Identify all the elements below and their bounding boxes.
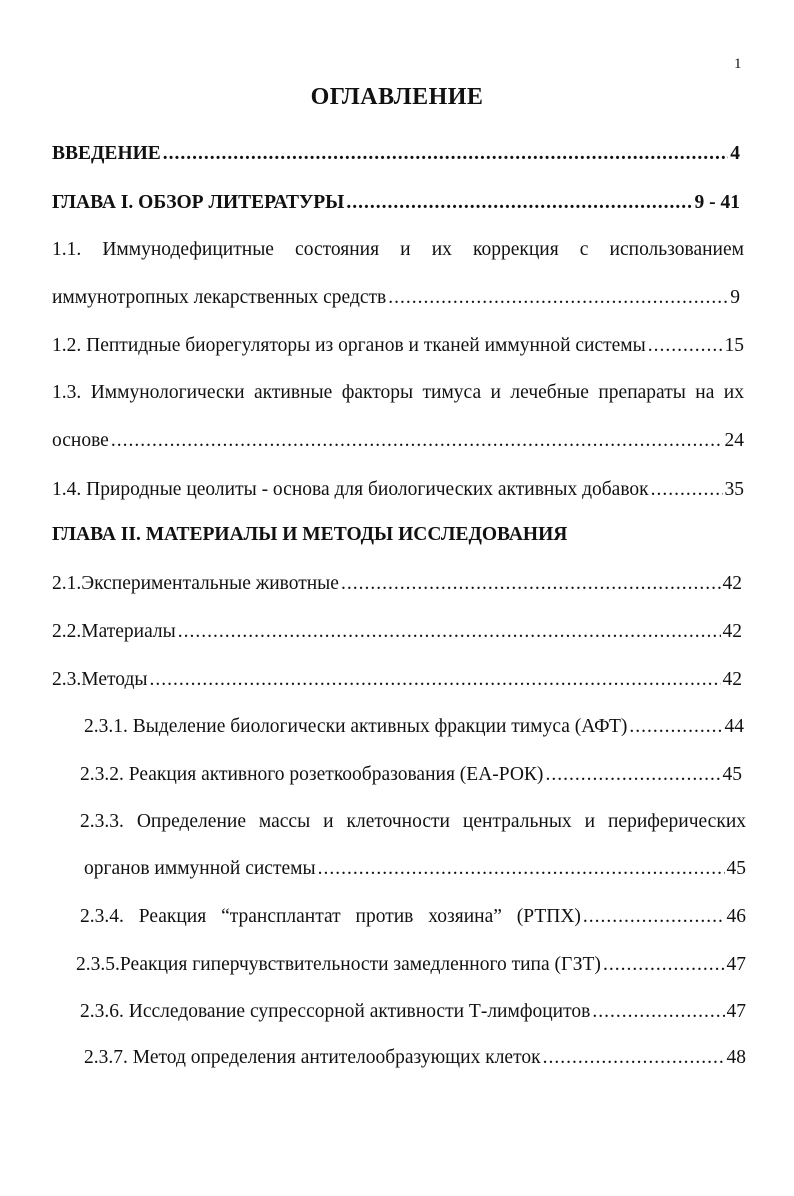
toc-page: 24 <box>724 430 744 451</box>
toc-leader <box>149 668 720 691</box>
toc-label: 2.3.7. Метод определения антителообразующих клеток <box>84 1047 541 1068</box>
toc-leader <box>583 905 725 928</box>
toc-page: 9 <box>730 287 740 308</box>
toc-leader <box>388 286 728 309</box>
toc-label: 2.3.4. Реакция “трансплантат против хозяина” (РТПХ) <box>80 906 581 927</box>
toc-entry-2-3-4[interactable] <box>80 905 746 928</box>
toc-leader <box>178 620 721 643</box>
toc-label: 2.3.2. Реакция активного розеткообразования (ЕА-РОК) <box>80 764 544 785</box>
toc-label: 2.2.Материалы <box>52 621 176 642</box>
toc-leader <box>629 715 722 738</box>
toc-entry-1-2[interactable] <box>52 334 744 357</box>
toc-entry-2-3-5[interactable] <box>76 953 746 976</box>
toc-page: 47 <box>726 954 746 975</box>
toc-page: 35 <box>724 479 744 500</box>
toc-page: 45 <box>726 858 746 879</box>
toc-entry-2-3-3[interactable] <box>84 857 746 880</box>
toc-label: основе <box>52 430 109 451</box>
toc-leader <box>592 1000 724 1023</box>
toc-entry-2-2[interactable] <box>52 620 742 643</box>
toc-label: 1.2. Пептидные биорегуляторы из органов и тканей иммунной системы <box>52 335 646 356</box>
toc-leader <box>651 478 723 501</box>
toc-leader <box>545 763 720 786</box>
toc-label: органов иммунной системы <box>84 858 316 879</box>
toc-page: 45 <box>722 764 742 785</box>
toc-entry-2-3-6[interactable] <box>80 1000 746 1023</box>
page-number: 1 <box>734 56 742 72</box>
toc-label: 2.1.Экспериментальные животные <box>52 573 339 594</box>
toc-label: ГЛАВА I. ОБЗОР ЛИТЕРАТУРЫ <box>52 192 345 213</box>
toc-page: 9 - 41 <box>694 192 740 213</box>
toc-page: 4 <box>730 143 740 164</box>
toc-entry-2-3-7[interactable] <box>84 1046 746 1069</box>
toc-entry-1-3[interactable] <box>52 429 744 452</box>
toc-leader <box>163 142 728 165</box>
toc-page: 42 <box>722 573 742 594</box>
toc-label: 2.3.1. Выделение биологически активных фракции тимуса (АФТ) <box>84 716 628 737</box>
toc-label: иммунотропных лекарственных средств <box>52 287 387 308</box>
toc-page: 42 <box>722 621 742 642</box>
toc-entry-2-3[interactable] <box>52 668 742 691</box>
toc-entry-chapter2[interactable]: ГЛАВА II. МАТЕРИАЛЫ И МЕТОДЫ ИССЛЕДОВАНИЯ <box>52 524 568 545</box>
toc-page: 47 <box>726 1001 746 1022</box>
toc-leader <box>346 191 692 214</box>
page-title: ОГЛАВЛЕНИЕ <box>310 84 484 110</box>
toc-entry-2-3-3-line1[interactable]: 2.3.3. Определение массы и клеточности центральных и периферических <box>80 811 746 832</box>
toc-leader <box>543 1046 725 1069</box>
toc-entry-1-4[interactable] <box>52 478 744 501</box>
toc-label: ВВЕДЕНИЕ <box>52 143 161 164</box>
toc-entry-2-3-2[interactable] <box>80 763 742 786</box>
toc-page: 44 <box>724 716 744 737</box>
toc-leader <box>111 429 723 452</box>
toc-label: 1.4. Природные цеолиты - основа для биологических активных добавок <box>52 479 649 500</box>
toc-entry-1-1-line1[interactable]: 1.1. Иммунодефицитные состояния и их коррекция с использованием <box>52 239 744 260</box>
toc-leader <box>603 953 725 976</box>
toc-leader <box>341 572 721 595</box>
toc-entry-chapter1[interactable] <box>52 191 740 214</box>
toc-entry-1-3-line1[interactable]: 1.3. Иммунологически активные факторы тимуса и лечебные препараты на их <box>52 382 744 403</box>
toc-entry-1-1[interactable] <box>52 286 740 309</box>
toc-label: 2.3.Методы <box>52 669 148 690</box>
toc-page: 15 <box>724 335 744 356</box>
toc-leader <box>318 857 725 880</box>
toc-leader <box>648 334 723 357</box>
toc-label: 2.3.6. Исследование супрессорной активности Т-лимфоцитов <box>80 1001 591 1022</box>
toc-page: 42 <box>722 669 742 690</box>
toc-entry-2-3-1[interactable] <box>84 715 744 738</box>
toc-page: 46 <box>726 906 746 927</box>
toc-entry-intro[interactable] <box>52 142 740 165</box>
toc-page: 48 <box>726 1047 746 1068</box>
toc-label: 2.3.5.Реакция гиперчувствительности замедленного типа (ГЗТ) <box>76 954 601 975</box>
toc-entry-2-1[interactable] <box>52 572 742 595</box>
